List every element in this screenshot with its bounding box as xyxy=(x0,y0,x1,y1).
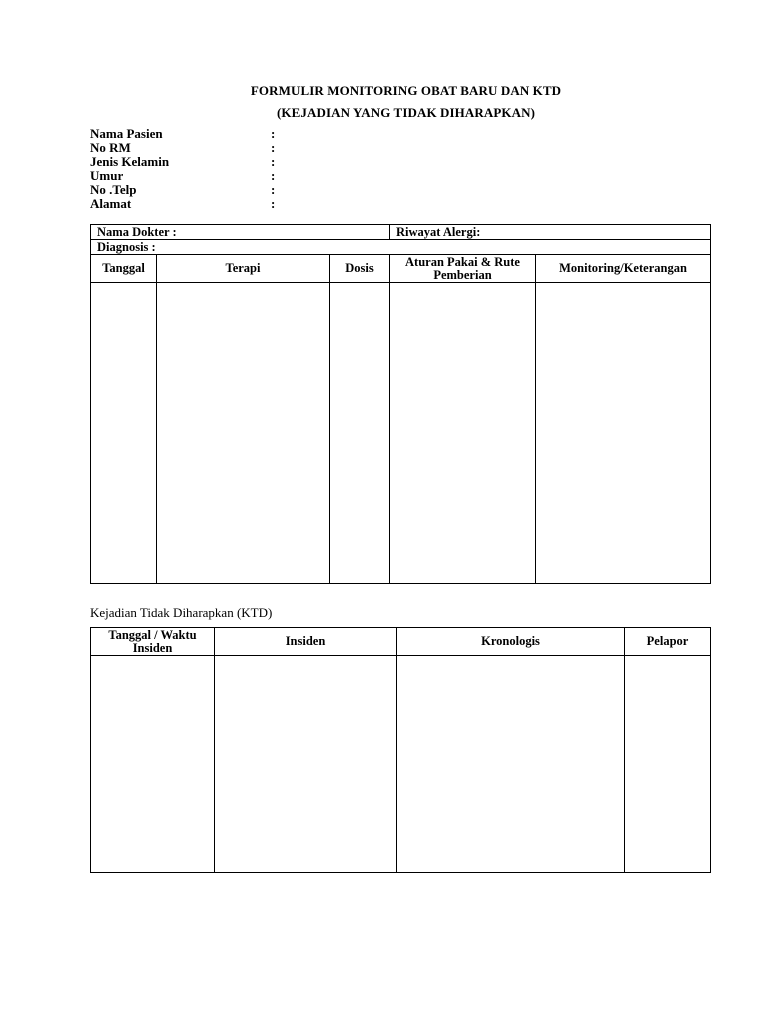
diagnosis-cell[interactable]: Diagnosis : xyxy=(91,240,711,255)
column-header-terapi: Terapi xyxy=(157,255,330,283)
column-header-tanggal-waktu: Tanggal / Waktu Insiden xyxy=(91,628,215,656)
info-colon: : xyxy=(271,168,276,183)
monitoring-entry-cell[interactable] xyxy=(536,283,711,584)
info-label: Alamat xyxy=(90,196,132,211)
info-colon: : xyxy=(271,140,276,155)
info-label: Nama Pasien xyxy=(90,126,163,141)
info-label: Jenis Kelamin xyxy=(90,154,170,169)
column-header-tanggal: Tanggal xyxy=(91,255,157,283)
doctor-name-cell[interactable]: Nama Dokter : xyxy=(91,225,390,240)
info-colon: : xyxy=(271,126,276,141)
tanggal-waktu-entry-cell[interactable] xyxy=(91,656,215,873)
terapi-entry-cell[interactable] xyxy=(157,283,330,584)
column-header-kronologis: Kronologis xyxy=(397,628,625,656)
pelapor-entry-cell[interactable] xyxy=(625,656,711,873)
kronologis-entry-cell[interactable] xyxy=(397,656,625,873)
column-header-aturan-pakai: Aturan Pakai & Rute Pemberian xyxy=(390,255,536,283)
therapy-table xyxy=(90,224,711,584)
aturan-pakai-entry-cell[interactable] xyxy=(390,283,536,584)
info-label: Umur xyxy=(90,168,124,183)
insiden-entry-cell[interactable] xyxy=(215,656,397,873)
ktd-section-title: Kejadian Tidak Diharapkan (KTD) xyxy=(90,605,273,620)
form-title: FORMULIR MONITORING OBAT BARU DAN KTD xyxy=(250,83,562,98)
column-header-dosis: Dosis xyxy=(330,255,390,283)
info-label: No .Telp xyxy=(90,182,137,197)
ktd-table xyxy=(90,627,711,873)
column-header-insiden: Insiden xyxy=(215,628,397,656)
column-header-pelapor: Pelapor xyxy=(625,628,711,656)
allergy-history-cell[interactable]: Riwayat Alergi: xyxy=(390,225,711,240)
tanggal-entry-cell[interactable] xyxy=(91,283,157,584)
info-colon: : xyxy=(271,182,276,197)
column-header-monitoring: Monitoring/Keterangan xyxy=(536,255,711,283)
dosis-entry-cell[interactable] xyxy=(330,283,390,584)
info-label: No RM xyxy=(90,140,131,155)
info-colon: : xyxy=(271,154,276,169)
form-subtitle: (KEJADIAN YANG TIDAK DIHARAPKAN) xyxy=(276,105,536,120)
info-colon: : xyxy=(271,196,276,211)
